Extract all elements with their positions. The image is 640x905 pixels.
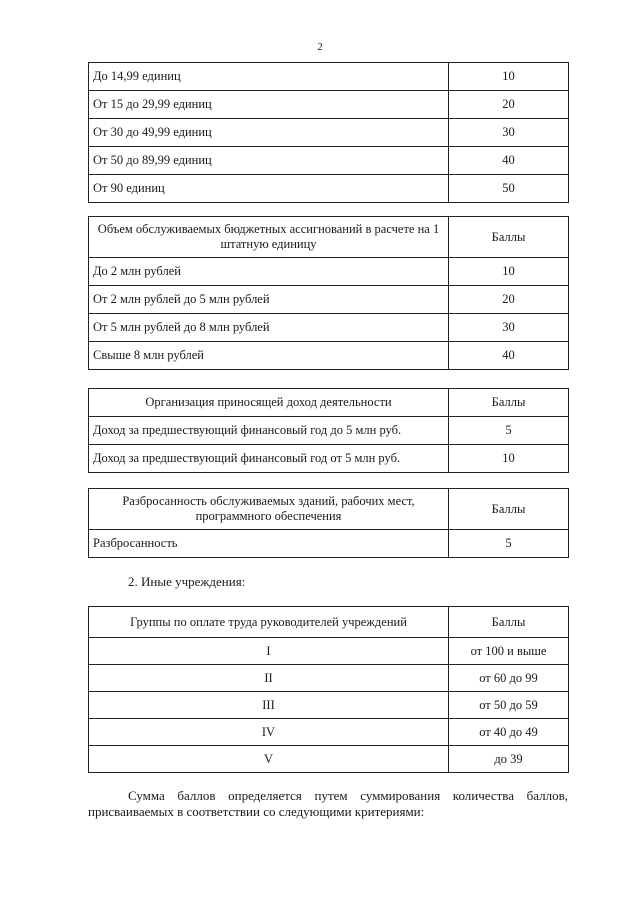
table-header-row [89,217,569,258]
table-row [89,175,569,203]
row-value: от 50 до 59 [449,692,569,719]
page-number: 2 [317,41,323,53]
header-score: Баллы [449,389,569,417]
row-label: От 15 до 29,99 единиц [89,91,449,119]
row-label: До 14,99 единиц [89,63,449,91]
row-value: от 60 до 99 [449,665,569,692]
header-criterion: Объем обслуживаемых бюджетных ассигнований в расчете на 1 штатную единицу [89,217,449,258]
table-row [89,314,569,342]
header-score: Баллы [449,489,569,530]
row-value: 40 [449,342,569,370]
row-label: II [89,665,449,692]
table-row [89,638,569,665]
header-criterion: Группы по оплате труда руководителей учреждений [89,607,449,638]
row-value: 5 [449,530,569,558]
table-row [89,286,569,314]
row-label: I [89,638,449,665]
table-header-row [89,489,569,530]
table-row [89,746,569,773]
row-label: До 2 млн рублей [89,258,449,286]
table-row [89,530,569,558]
closing-paragraph: Сумма баллов определяется путем суммирования количества баллов, присваиваемых в соответствии со следующими критериями: [88,788,568,819]
row-value: 20 [449,286,569,314]
table-row [89,417,569,445]
header-criterion: Организация приносящей доход деятельности [89,389,449,417]
row-value: 30 [449,119,569,147]
pay-groups-table [88,606,569,773]
row-value: 40 [449,147,569,175]
row-label: Разбросанность [89,530,449,558]
header-score: Баллы [449,607,569,638]
row-label: V [89,746,449,773]
section-heading: 2. Иные учреждения: [128,574,246,589]
row-label: От 90 единиц [89,175,449,203]
row-value: 10 [449,445,569,473]
table-header-row [89,607,569,638]
table-row [89,147,569,175]
units-score-table [88,62,569,203]
table-row [89,119,569,147]
budget-score-table [88,216,569,370]
row-value: до 39 [449,746,569,773]
row-value: 10 [449,63,569,91]
table-row [89,692,569,719]
row-value: от 40 до 49 [449,719,569,746]
table-header-row [89,389,569,417]
row-label: Доход за предшествующий финансовый год до 5 млн руб. [89,417,449,445]
table-row [89,719,569,746]
row-label: Доход за предшествующий финансовый год от 5 млн руб. [89,445,449,473]
row-label: IV [89,719,449,746]
row-value: 10 [449,258,569,286]
dispersion-score-table [88,488,569,558]
row-label: Свыше 8 млн рублей [89,342,449,370]
table-row [89,63,569,91]
row-value: 5 [449,417,569,445]
table-row [89,445,569,473]
row-value: от 100 и выше [449,638,569,665]
table-row [89,91,569,119]
table-row [89,665,569,692]
row-label: От 5 млн рублей до 8 млн рублей [89,314,449,342]
table-row [89,258,569,286]
row-label: От 30 до 49,99 единиц [89,119,449,147]
row-label: От 50 до 89,99 единиц [89,147,449,175]
table-row [89,342,569,370]
header-score: Баллы [449,217,569,258]
header-criterion: Разбросанность обслуживаемых зданий, рабочих мест, программного обеспечения [89,489,449,530]
row-label: От 2 млн рублей до 5 млн рублей [89,286,449,314]
row-value: 20 [449,91,569,119]
income-score-table [88,388,569,473]
row-value: 30 [449,314,569,342]
row-value: 50 [449,175,569,203]
row-label: III [89,692,449,719]
